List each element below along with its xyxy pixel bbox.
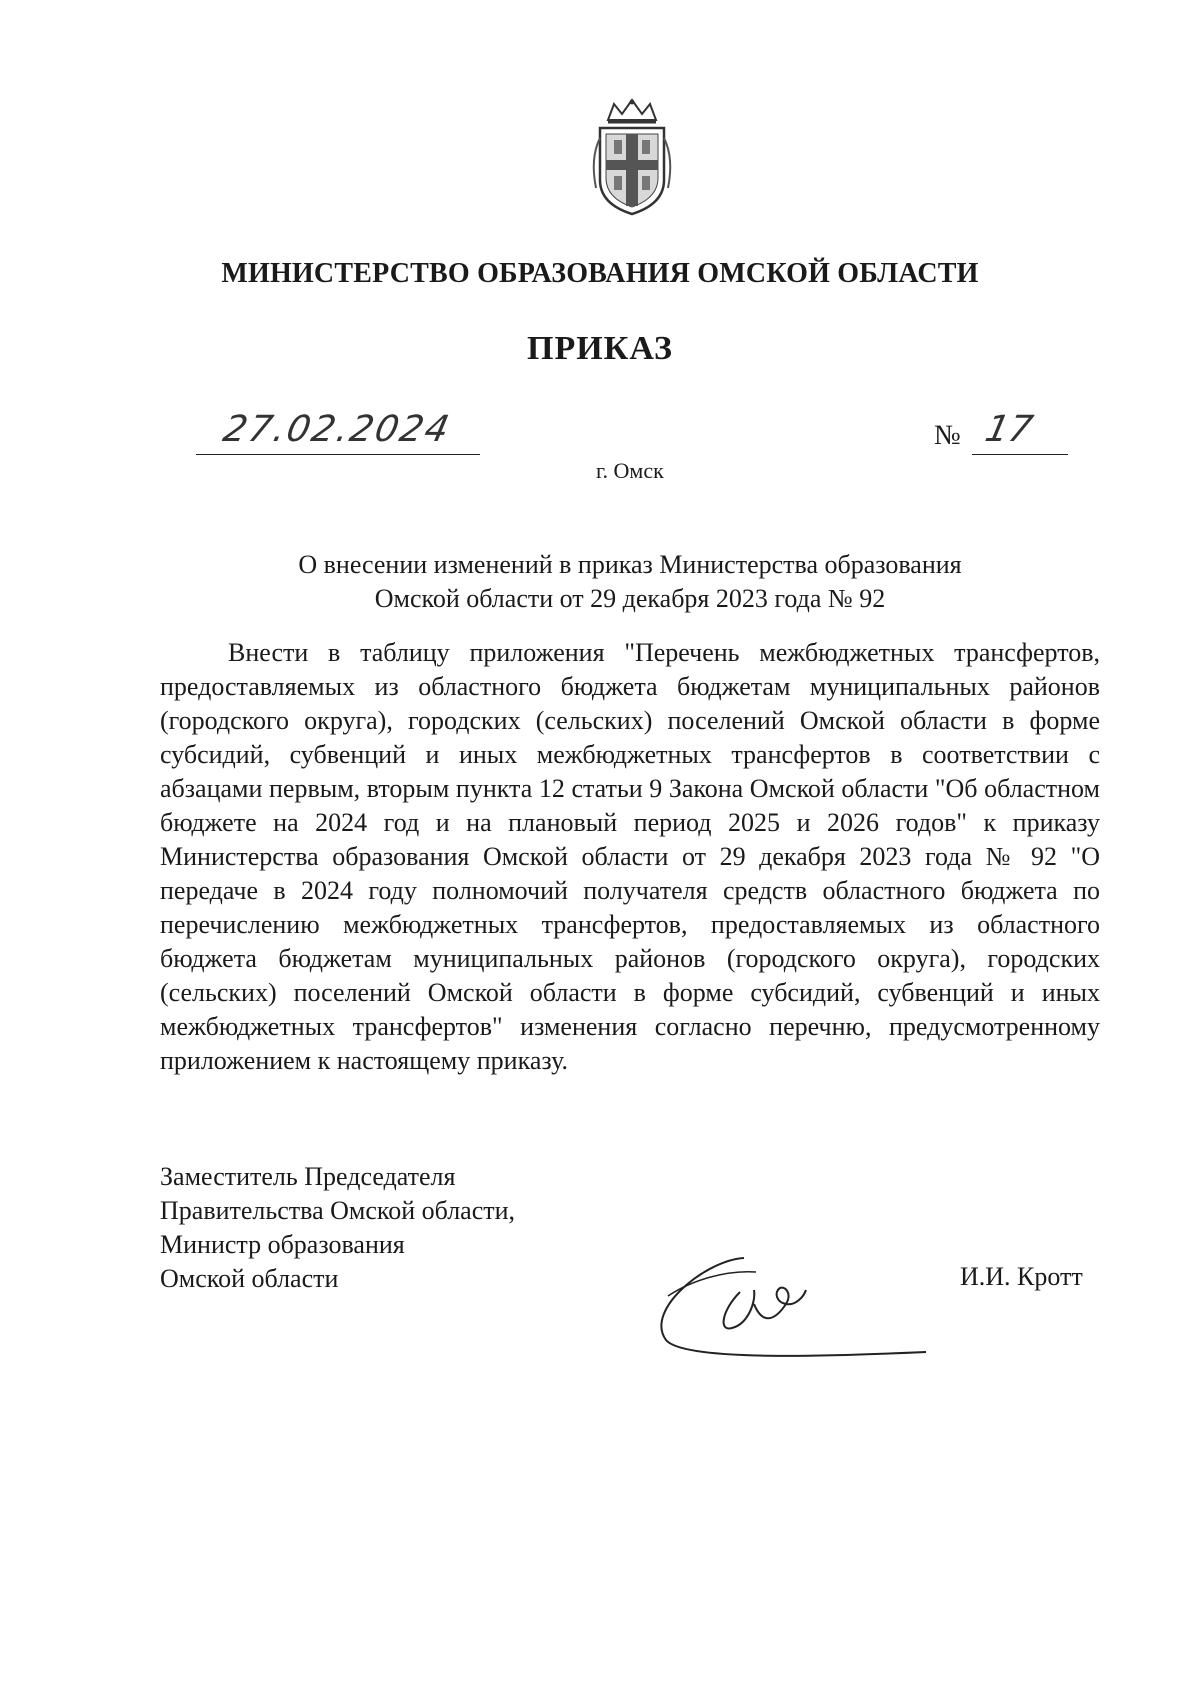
document-type-title: ПРИКАЗ — [527, 330, 673, 367]
signer-title-line-1: Заместитель Председателя — [160, 1162, 456, 1191]
signer-title-line-3: Министр образования — [160, 1230, 405, 1259]
number-label: № — [934, 420, 961, 451]
ministry-title: МИНИСТЕРСТВО ОБРАЗОВАНИЯ ОМСКОЙ ОБЛАСТИ — [221, 258, 979, 289]
subject-line-2: Омской области от 29 декабря 2023 года № 92 — [374, 584, 886, 613]
signer-title-line-2: Правительства Омской области, — [160, 1196, 516, 1225]
signer-name: И.И. Кротт — [960, 1262, 1083, 1291]
omsk-coat-of-arms-icon — [586, 98, 678, 216]
number-field — [972, 410, 1068, 455]
city-label: г. Омск — [596, 458, 664, 483]
order-subject — [160, 548, 1100, 616]
date-field — [196, 410, 480, 455]
subject-line-1: О внесении изменений в приказ Министерства образования — [298, 550, 962, 579]
handwritten-date: 27.02.2024 — [219, 409, 455, 450]
signer-title-line-4: Омской области — [160, 1264, 339, 1293]
order-body-paragraph: Внести в таблицу приложения "Перечень межбюджетных трансфертов, предоставляемых из областного бюджета бюджетам муниципальных районов (городского округа), городских (сельских) поселений Омской области в форме субсидий, субвенций и иных межбюджетных трансфертов в соответствии с абзацами первым, вторым пункта 12 статьи 9 Закона Омской области "Об областном бюджете на 2024 год и на плановый период 2025 и 2026 годов" к приказу Министерства образования Омской области от 29 декабря 2023 года № 92 "О передаче в 2024 году полномочий получателя средств областного бюджета по перечислению межбюджетных трансфертов, предоставляемых из областного бюджета бюджетам муниципальных районов (городского округа), городских (сельских) поселений Омской области в форме субсидий, субвенций и иных межбюджетных трансфертов" изменения согласно перечню, предусмотренному приложением к настоящему приказу. — [160, 638, 1100, 1075]
handwritten-number: 17 — [981, 409, 1037, 450]
handwritten-signature-icon — [636, 1240, 936, 1370]
signer-position — [160, 1160, 515, 1296]
